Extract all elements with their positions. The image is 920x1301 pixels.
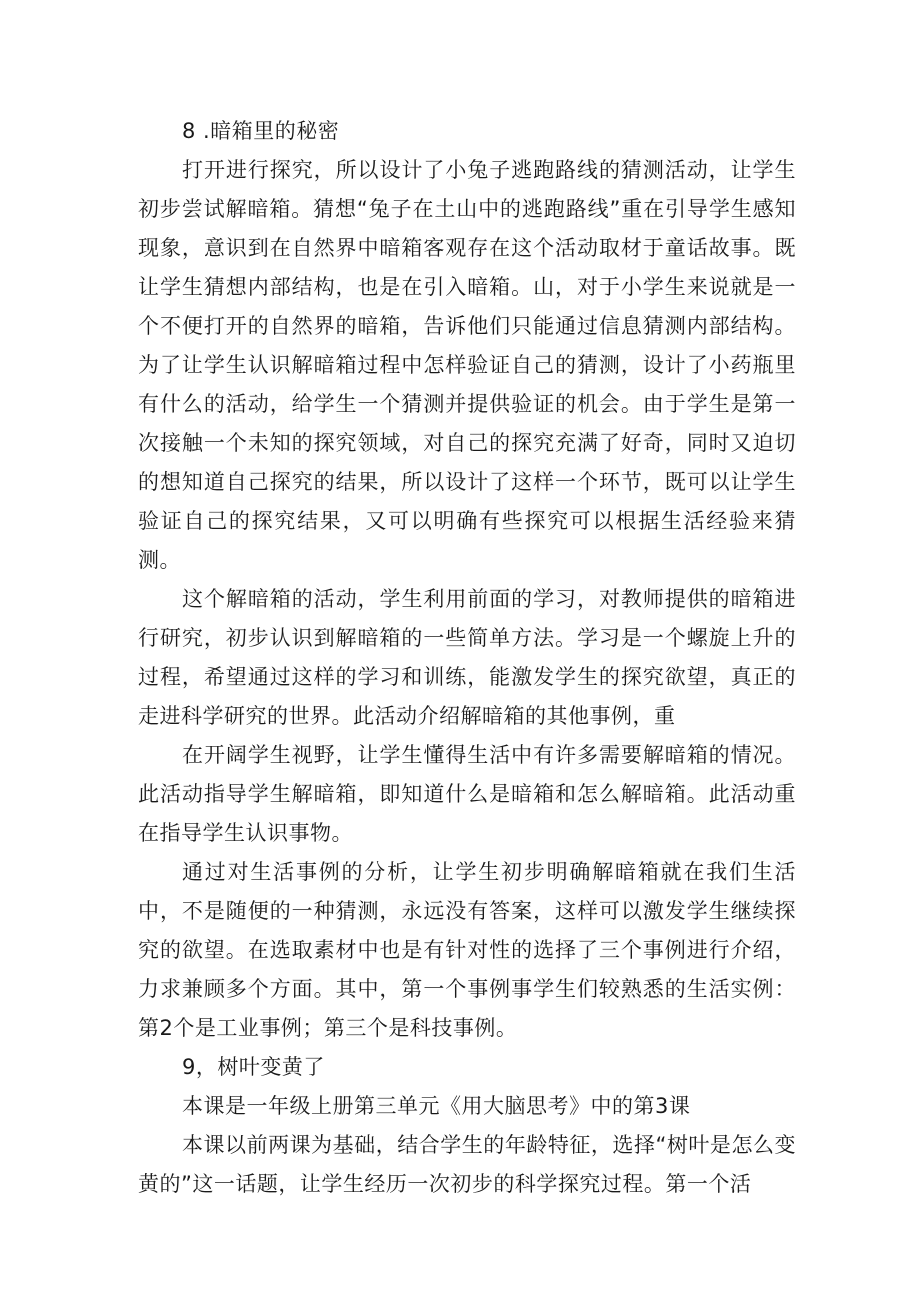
section-heading-8: 8 .暗箱里的秘密	[182, 119, 340, 143]
lesson-intro-line: 本课是一年级上册第三单元《用大脑思考》中的第3课	[182, 1094, 691, 1118]
document-body	[138, 112, 796, 1204]
paragraph: 这个解暗箱的活动，学生利用前面的学习，对教师提供的暗箱进行研究，初步认识到解暗箱的一些简单方法。学习是一个螺旋上升的过程，希望通过这样的学习和训练，能激发学生的探究欲望，真正的走进科学研究的世界。此活动介绍解暗箱的其他事例，重	[138, 587, 796, 728]
paragraph: 在开阔学生视野，让学生懂得生活中有许多需要解暗箱的情况。此活动指导学生解暗箱，即知道什么是暗箱和怎么解暗箱。此活动重在指导学生认识事物。	[138, 743, 796, 845]
paragraph: 打开进行探究，所以设计了小兔子逃跑路线的猜测活动，让学生初步尝试解暗箱。猜想“兔子在土山中的逃跑路线”重在引导学生感知现象，意识到在自然界中暗箱客观存在这个活动取材于童话故事。既让学生猜想内部结构，也是在引入暗箱。山，对于小学生来说就是一个不便打开的自然界的暗箱，告诉他们只能通过信息猜测内部结构。为了让学生认识解暗箱过程中怎样验证自己的猜测，设计了小药瓶里有什么的活动，给学生一个猜测并提供验证的机会。由于学生是第一次接触一个未知的探究领域，对自己的探究充满了好奇，同时又迫切的想知道自己探究的结果，所以设计了这样一个环节，既可以让学生验证自己的探究结果，又可以明确有些探究可以根据生活经验来猜测。	[138, 158, 796, 572]
paragraph: 本课以前两课为基础，结合学生的年龄特征，选择“树叶是怎么变黄的”这一话题，让学生经历一次初步的科学探究过程。第一个活	[138, 1133, 796, 1196]
section-heading-9: 9，树叶变黄了	[182, 1055, 325, 1079]
paragraph: 通过对生活事例的分析，让学生初步明确解暗箱就在我们生活中，不是随便的一种猜测，永远没有答案，这样可以激发学生继续探究的欲望。在选取素材中也是有针对性的选择了三个事例进行介绍，力求兼顾多个方面。其中，第一个事例事学生们较熟悉的生活实例：第2个是工业事例；第三个是科技事例。	[138, 860, 796, 1040]
